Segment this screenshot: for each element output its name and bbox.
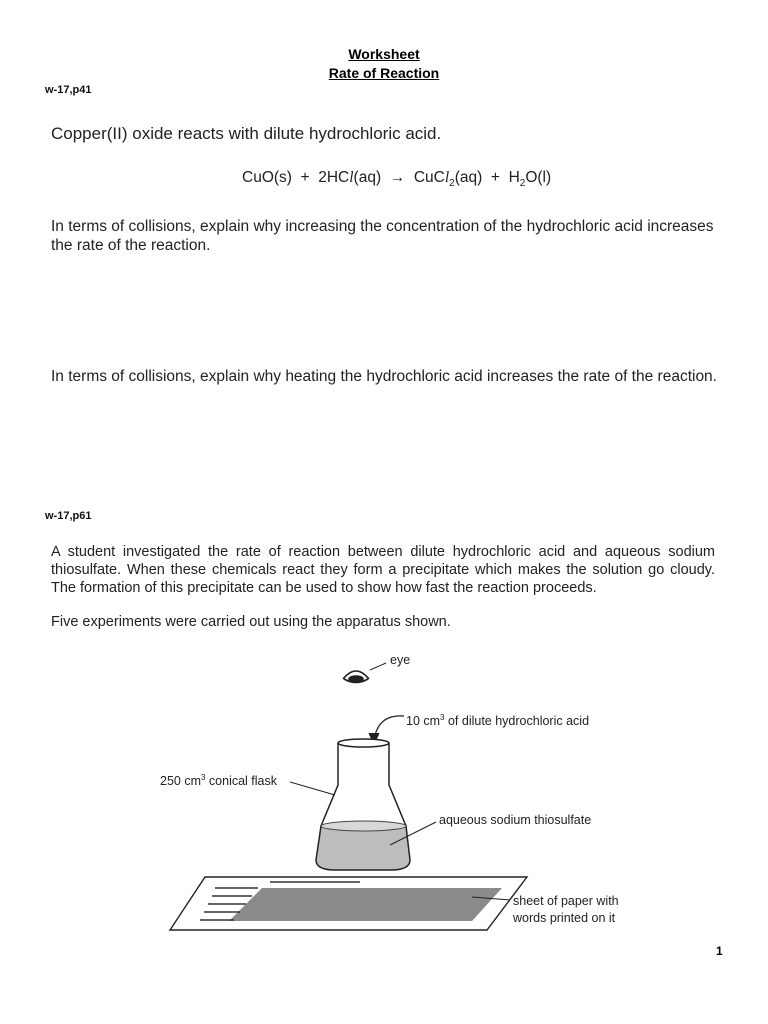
acid-label: 10 $cm^3$ of dilute hydrochloric acid (406, 713, 590, 729)
question-part-concentration: In terms of collisions, explain why increasing the concentration of the hydrochloric acid increases the rate of the reaction. (51, 218, 714, 254)
printed-words-area (229, 888, 502, 921)
eye-label: eye (390, 653, 411, 667)
page-number: 1 (716, 944, 723, 958)
chemical-equation: CuO(s) + 2HCl(aq) → CuCl$_2$(aq) + $H_2O(l)$ (242, 169, 552, 190)
question-part-temperature: In terms of collisions, explain why heating the hydrochloric acid increases the rate of the reaction. (51, 368, 717, 385)
paper-label-line2: words printed on it (513, 911, 616, 925)
paper-label-line1: sheet of paper with (513, 894, 619, 908)
question-reference-1: w-17,p41 (45, 84, 92, 96)
question-intro: Copper(II) oxide reacts with dilute hydrochloric acid. (51, 124, 442, 143)
question-reference-2: w-17,p61 (45, 510, 92, 522)
thiosulfate-label: aqueous sodium thiosulfate (439, 813, 592, 827)
experiment-apparatus-intro: Five experiments were carried out using the apparatus shown. (51, 614, 451, 630)
flask-label: 250 $cm^3$ conical flask (160, 773, 278, 789)
worksheet-subtitle: Rate of Reaction (328, 65, 440, 81)
experiment-description: A student investigated the rate of reaction between dilute hydrochloric acid and aqueous sodium thiosulfate. When these chemicals react they form a precipitate which makes the solution go cloudy. The formation of this precipitate can be used to show how fast the reaction proceeds. (51, 544, 715, 596)
eye-icon (343, 663, 386, 683)
conical-flask (316, 739, 410, 870)
worksheet-title: Worksheet (348, 46, 420, 62)
